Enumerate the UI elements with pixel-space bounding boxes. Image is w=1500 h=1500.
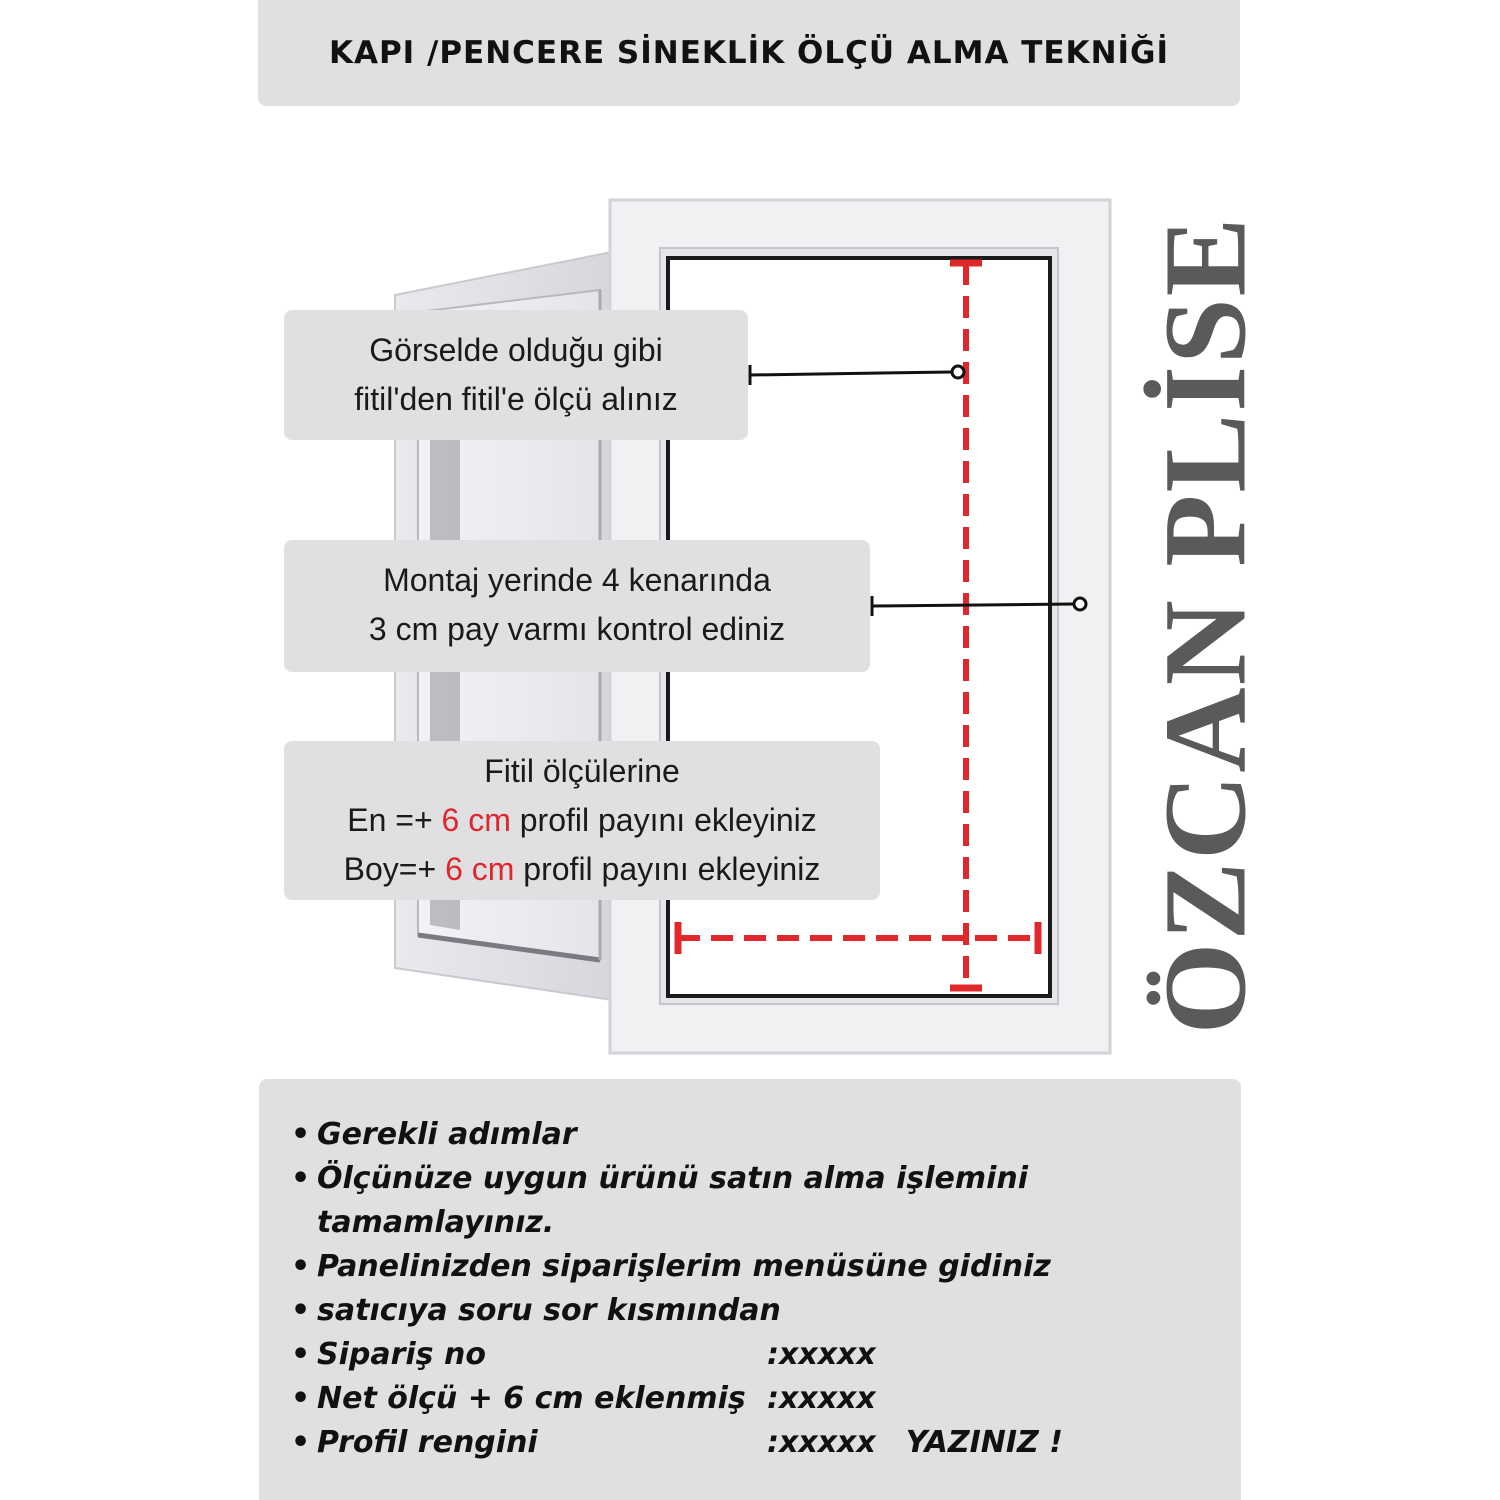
callout-line — [284, 845, 880, 894]
list-item-value: :xxxxx — [767, 1337, 876, 1372]
label-text: profil payını ekleyiniz — [510, 802, 817, 838]
list-item: • Net ölçü + 6 cm eklenmiş :xxxxx — [291, 1377, 1051, 1421]
steps-panel — [259, 1079, 1241, 1500]
brand-name: ÖZCAN PLİSE — [1139, 215, 1270, 1035]
highlight-value: 6 cm — [445, 851, 515, 887]
list-item: • Profil rengini :xxxxx YAZINIZ ! — [291, 1421, 1051, 1465]
highlight-value: 6 cm — [441, 802, 511, 838]
list-item: • Panelinizden siparişlerim menüsüne gidiniz — [291, 1245, 1051, 1289]
list-item: • Gerekli adımlar — [291, 1113, 1051, 1157]
callout-line: 3 cm pay varmı kontrol ediniz — [368, 611, 786, 647]
callout-line: Fitil ölçülerine — [484, 753, 680, 789]
list-item: • Ölçünüze uygun ürünü satın alma işlemini — [291, 1157, 1051, 1201]
callout-measure-wick — [284, 310, 748, 440]
list-item-value: :xxxxx — [767, 1381, 876, 1416]
callout-add-profile — [284, 741, 880, 900]
list-item-value: :xxxxx YAZINIZ ! — [767, 1425, 1063, 1460]
list-item: tamamlayınız. — [317, 1205, 555, 1240]
brand-logo — [1139, 215, 1270, 1035]
callout-check-clearance — [284, 540, 870, 672]
page-title: KAPI /PENCERE SİNEKLİK ÖLÇÜ ALMA TEKNİĞİ — [328, 35, 1170, 71]
callout-line: Görselde olduğu gibi — [369, 332, 663, 368]
list-item: • Sipariş no :xxxxx — [291, 1333, 1051, 1377]
label-text: En =+ — [347, 802, 442, 838]
label-text: Boy=+ — [343, 851, 446, 887]
steps-list — [291, 1113, 1063, 1465]
callout-line: fitil'den fitil'e ölçü alınız — [354, 381, 678, 417]
label-text: profil payını ekleyiniz — [514, 851, 821, 887]
list-item: • satıcıya soru sor kısmından — [291, 1289, 1051, 1333]
callout-line — [284, 796, 880, 845]
callout-line: Montaj yerinde 4 kenarında — [383, 562, 771, 598]
